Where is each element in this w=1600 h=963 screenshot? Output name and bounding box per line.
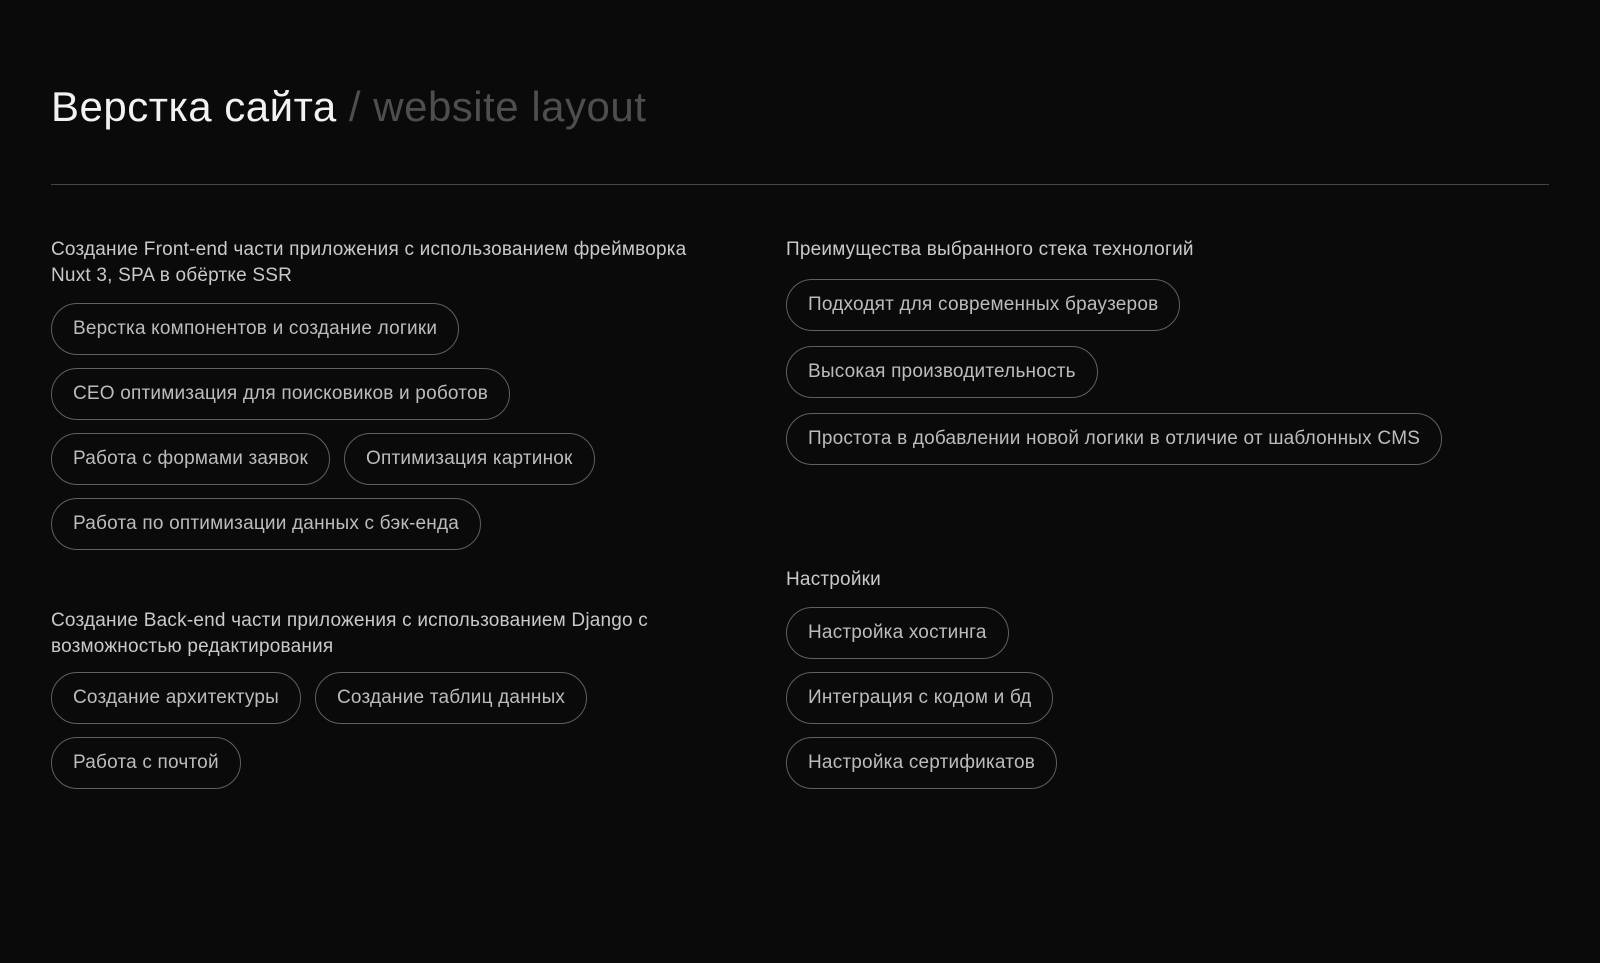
page-title-english: website layout <box>373 83 647 130</box>
tag-row <box>51 303 786 355</box>
divider-line <box>51 184 1549 185</box>
tag-hosting-setup: Настройка хостинга <box>786 607 1009 659</box>
tag-backend-data-optimization: Работа по оптимизации данных с бэк-енда <box>51 498 481 550</box>
section-backend <box>51 608 786 789</box>
tag-modern-browsers: Подходят для современных браузеров <box>786 279 1180 331</box>
tag-row <box>51 498 786 550</box>
tag-row <box>51 368 786 420</box>
section-advantages-tags <box>786 279 1549 465</box>
tag-logic-vs-cms: Простота в добавлении новой логики в отличие от шаблонных CMS <box>786 413 1442 465</box>
section-settings-heading: Настройки <box>786 569 881 590</box>
tag-request-forms: Работа с формами заявок <box>51 433 330 485</box>
section-frontend <box>51 237 786 550</box>
tag-high-performance: Высокая производительность <box>786 346 1098 398</box>
section-advantages <box>786 237 1549 465</box>
section-frontend-tags <box>51 303 786 550</box>
section-settings-tags <box>786 607 1549 789</box>
tag-row <box>51 433 786 485</box>
tag-image-optimization: Оптимизация картинок <box>344 433 595 485</box>
page-title-russian: Верстка сайта <box>51 83 337 130</box>
left-column <box>51 237 786 789</box>
tag-certificates-setup: Настройка сертификатов <box>786 737 1057 789</box>
title-separator: / <box>336 83 374 130</box>
tag-row <box>51 672 786 724</box>
tag-row <box>786 607 1549 659</box>
content-columns <box>51 237 1549 789</box>
tag-row <box>786 672 1549 724</box>
section-advantages-heading: Преимущества выбранного стека технологий <box>786 239 1194 260</box>
right-column <box>786 237 1549 789</box>
page-title <box>51 0 1549 132</box>
tag-seo-optimization: CEO оптимизация для поисковиков и роботов <box>51 368 510 420</box>
tag-code-db-integration: Интеграция с кодом и бд <box>786 672 1053 724</box>
tag-data-tables: Создание таблиц данных <box>315 672 587 724</box>
tag-frontend-components: Верстка компонентов и создание логики <box>51 303 459 355</box>
tag-row <box>786 279 1549 331</box>
section-backend-heading: Создание Back-end части приложения с использованием Django с возможностью редактирования <box>51 610 648 657</box>
section-settings <box>786 567 1549 789</box>
tag-mail: Работа с почтой <box>51 737 241 789</box>
section-frontend-heading: Создание Front-end части приложения с использованием фреймворка Nuxt 3, SPA в обёртке SSR <box>51 239 687 286</box>
tag-row <box>786 346 1549 398</box>
section-backend-tags <box>51 672 786 789</box>
tag-row <box>786 413 1549 465</box>
tag-architecture: Создание архитектуры <box>51 672 301 724</box>
tag-row <box>786 737 1549 789</box>
tag-row <box>51 737 786 789</box>
